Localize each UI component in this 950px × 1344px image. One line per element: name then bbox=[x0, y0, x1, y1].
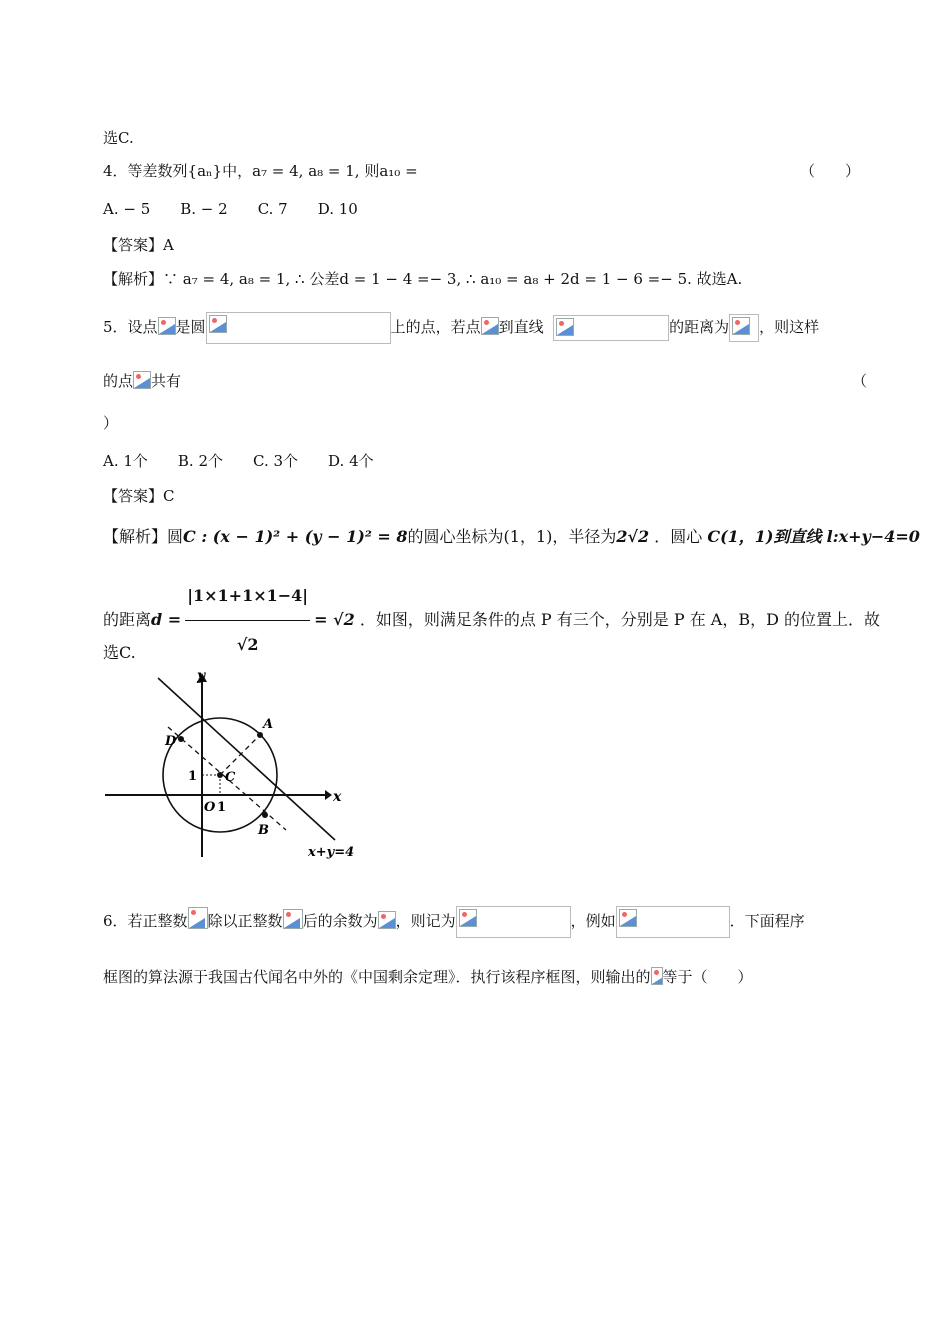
broken-image-icon bbox=[378, 911, 396, 929]
q5-text: ，则这样 bbox=[759, 318, 820, 336]
label-o: O bbox=[204, 800, 216, 815]
q5-text: 5．设点 bbox=[103, 318, 158, 336]
q5-text: 上的点，若点 bbox=[390, 318, 481, 336]
point-c bbox=[217, 772, 223, 778]
broken-image-icon bbox=[459, 909, 477, 927]
q5-analysis-line3: 选C. bbox=[103, 643, 136, 662]
label-b: B bbox=[258, 823, 269, 838]
label-c: C bbox=[225, 770, 236, 785]
label-1-y: 1 bbox=[188, 769, 198, 784]
q5-answer: 【答案】C bbox=[103, 487, 175, 505]
formula-image bbox=[729, 314, 759, 342]
broken-image-icon bbox=[133, 371, 151, 389]
q4-stem: 4．等差数列{aₙ}中，a₇ = 4, a₈ = 1, 则a₁₀ = bbox=[103, 162, 418, 180]
broken-image-icon bbox=[619, 909, 637, 927]
point-a bbox=[257, 732, 263, 738]
broken-image-icon bbox=[651, 967, 663, 985]
formula-image bbox=[616, 906, 730, 938]
broken-image-icon bbox=[732, 317, 750, 335]
q5-text: 共有 bbox=[151, 372, 182, 390]
broken-image-icon bbox=[188, 907, 208, 929]
q5-paren-close: ） bbox=[103, 414, 119, 432]
q4-options: A. − 5 B. − 2 C. 7 D. 10 bbox=[103, 200, 358, 218]
broken-image-icon bbox=[283, 909, 303, 929]
point-b bbox=[262, 812, 268, 818]
prev-answer: 选C. bbox=[103, 129, 134, 147]
q5-text: 的点 bbox=[103, 372, 134, 390]
point-d bbox=[178, 736, 184, 742]
q6-stem-line2: 框图的算法源于我国古代闻名中外的《中国剩余定理》．执行该程序框图，则输出的 等于（ ） bbox=[103, 968, 753, 986]
q5-analysis-line1: 【解析】圆C : (x − 1)² + (y − 1)² = 8的圆心坐标为(1，1)，半径为2√2 ．圆心 C(1，1)到直线 l:x+y−4=0 bbox=[103, 527, 920, 546]
q5-options: A. 1个 B. 2个 C. 3个 D. 4个 bbox=[103, 452, 374, 470]
label-line: x+y=4 bbox=[308, 845, 355, 860]
q5-stem-line2 bbox=[103, 370, 181, 392]
line-x-plus-y-4 bbox=[158, 678, 335, 840]
x-axis-arrow bbox=[325, 790, 332, 800]
circle-figure bbox=[100, 660, 360, 865]
q4-answer: 【答案】A bbox=[103, 236, 174, 254]
label-x: x bbox=[333, 789, 342, 805]
q5-text: 的距离为 bbox=[669, 318, 730, 336]
q6-stem-line1: 6．若正整数 除以正整数 后的余数为 ，则记为 ，例如 ．下面程序 bbox=[103, 906, 805, 938]
q5-paren-open: （ bbox=[852, 372, 868, 390]
label-y: y bbox=[197, 668, 206, 684]
broken-image-icon bbox=[158, 317, 176, 335]
q5-text: 是圆 bbox=[175, 318, 206, 336]
formula-image bbox=[206, 312, 391, 344]
q4-paren: （ ） bbox=[800, 162, 861, 180]
broken-image-icon bbox=[209, 315, 227, 333]
q5-stem-line1 bbox=[103, 312, 819, 344]
broken-image-icon bbox=[556, 318, 574, 336]
q4-analysis: 【解析】∵ a₇ = 4, a₈ = 1, ∴ 公差d = 1 − 4 =− 3, ∴ a₁₀ = a₈ + 2d = 1 − 6 =− 5. 故选A. bbox=[103, 270, 743, 288]
label-a: A bbox=[263, 717, 274, 732]
q5-text: 到直线 bbox=[498, 318, 544, 336]
formula-image bbox=[456, 906, 571, 938]
broken-image-icon bbox=[481, 317, 499, 335]
q5-analysis-line2: 的距离d = $\frac{|1\times 1+1\times 1-4|}{√2}$ = √2 ．如图，则满足条件的点 P 有三个，分别是 P 在 A，B，D 的位置上．故 bbox=[103, 572, 880, 669]
formula-image bbox=[553, 315, 669, 341]
distance-fraction: $\frac{|1\times 1+1\times 1-4|}{√2}$ bbox=[185, 572, 310, 669]
label-1-x: 1 bbox=[217, 800, 227, 815]
label-d: D bbox=[165, 734, 177, 749]
